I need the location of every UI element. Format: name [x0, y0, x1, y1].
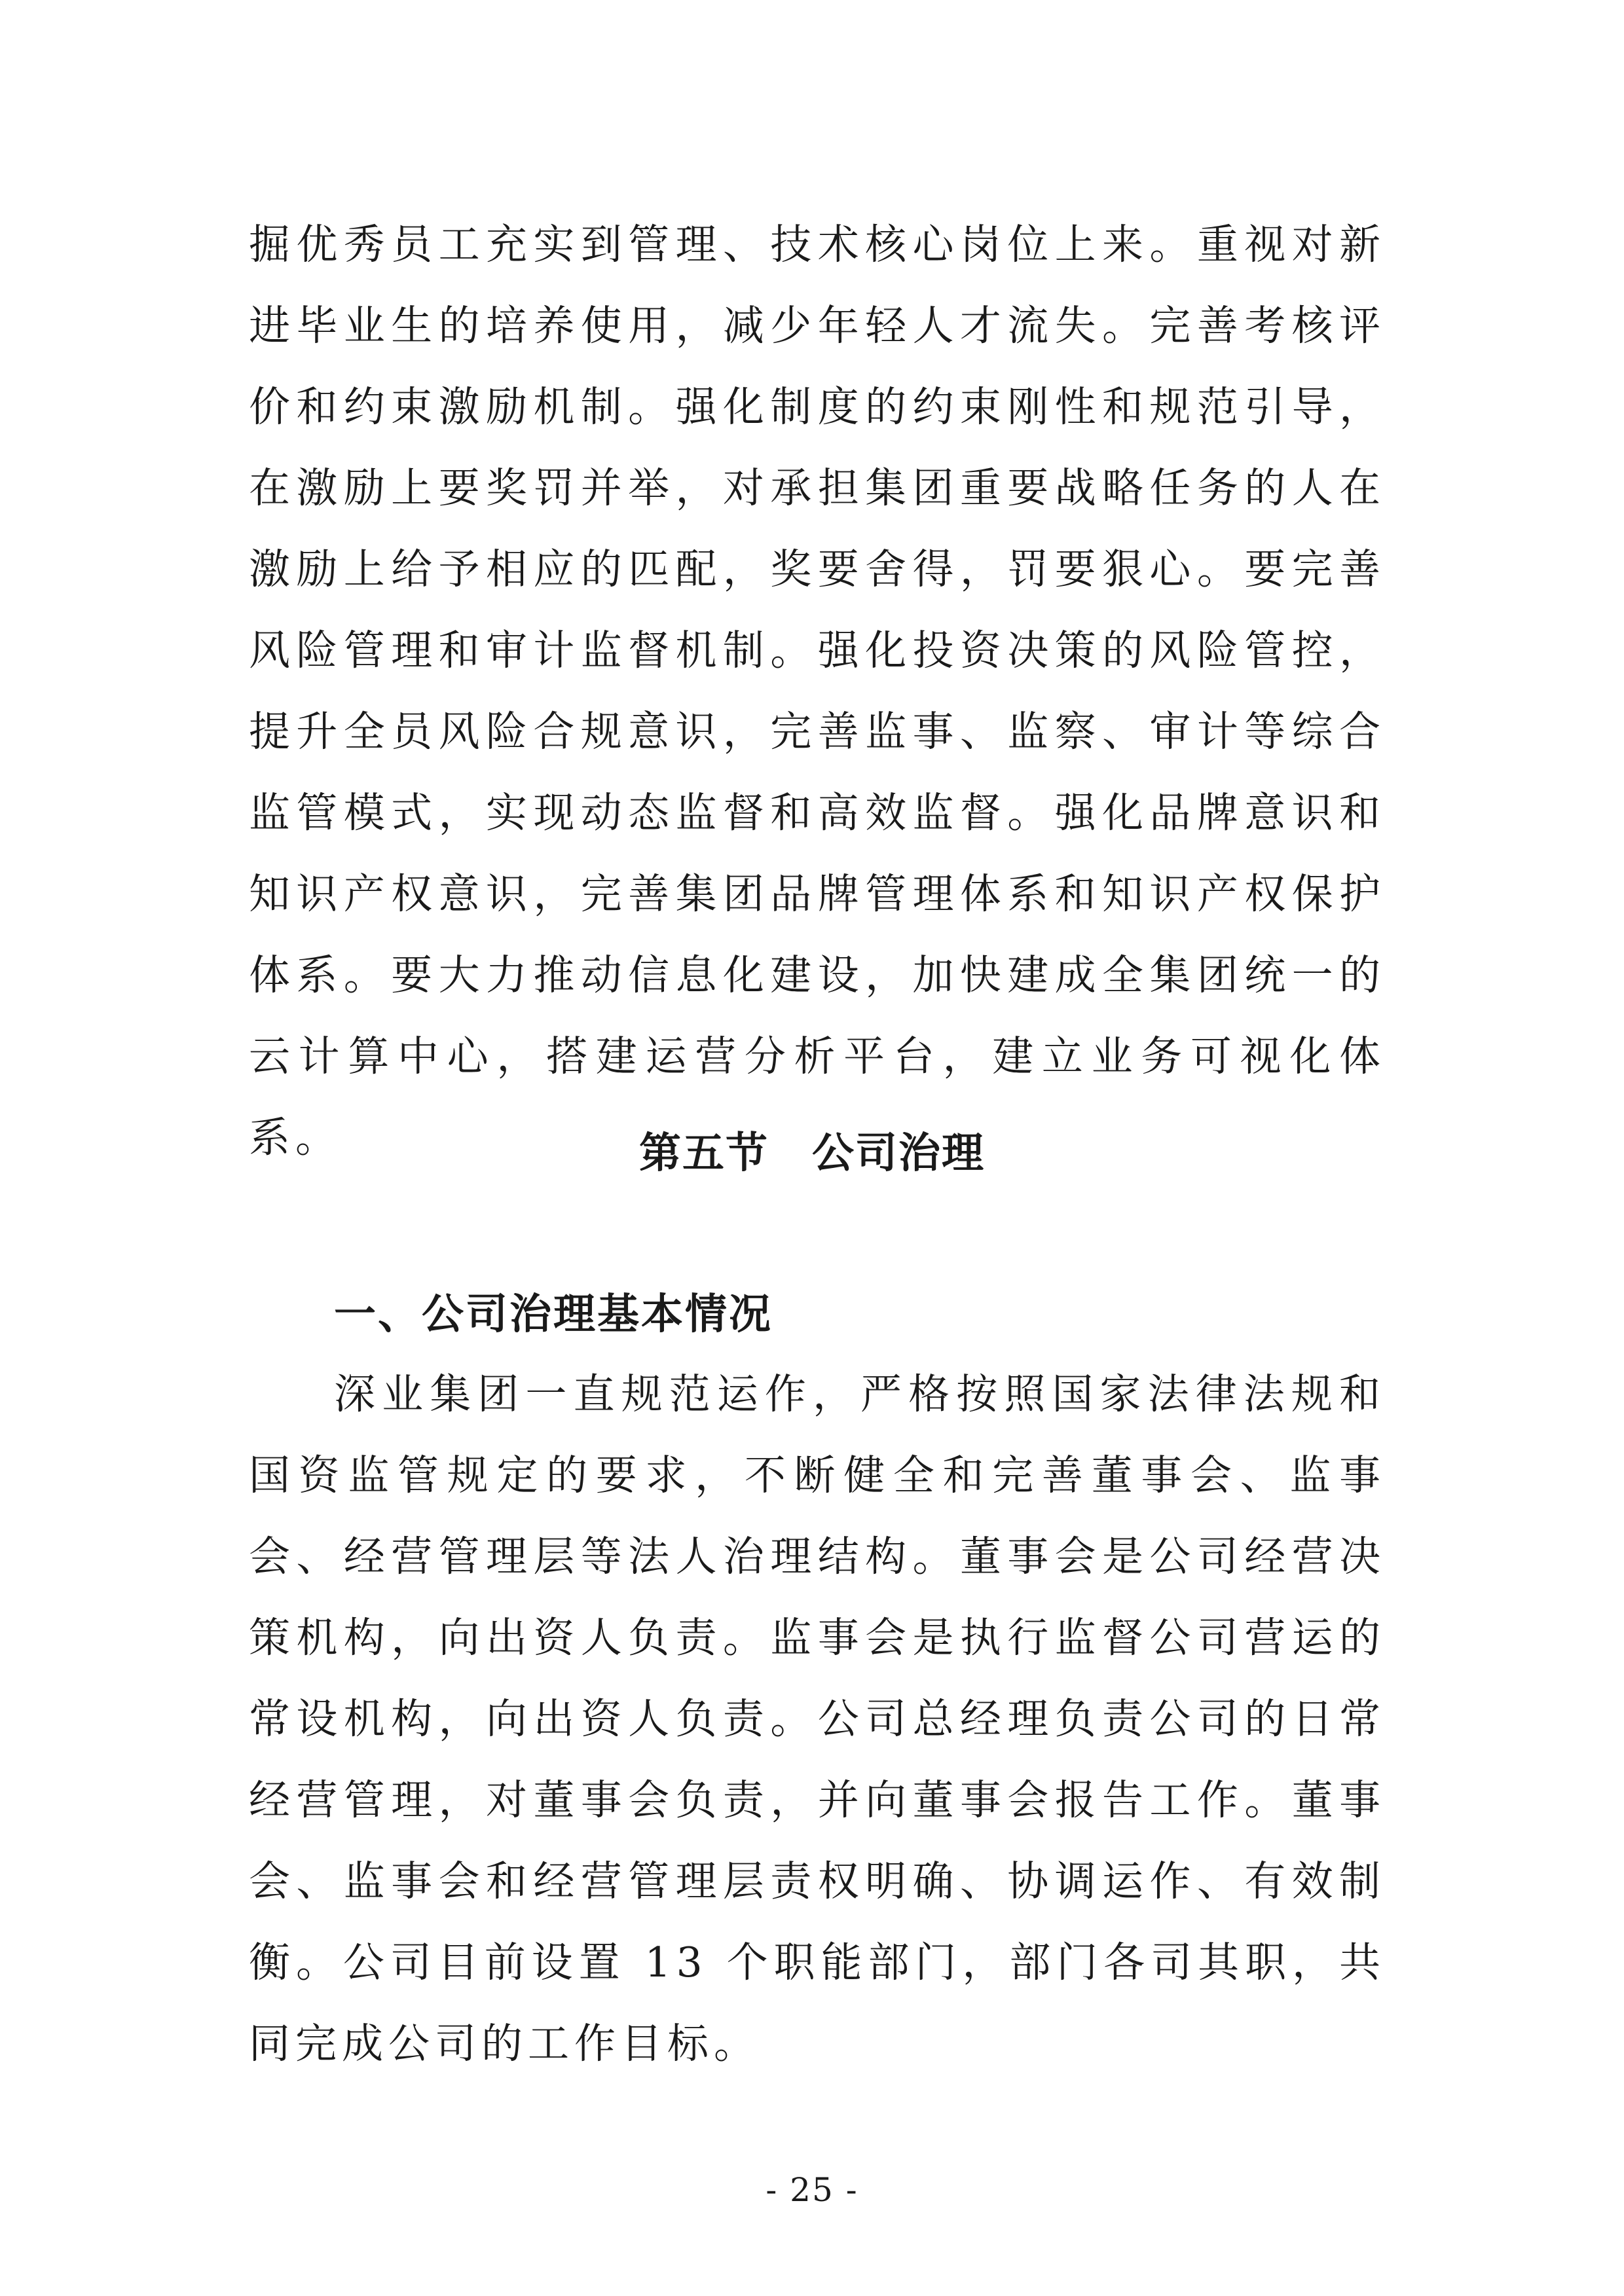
body-paragraph-governance: 深业集团一直规范运作，严格按照国家法律法规和国资监管规定的要求，不断健全和完善董事会、监事会、经营管理层等法人治理结构。董事会是公司经营决策机构，向出资人负责。监事会是执行监督公司营运的常设机构，向出资人负责。公司总经理负责公司的日常经营管理，对董事会负责，并向董事会报告工作。董事会、监事会和经营管理层责权明确、协调运作、有效制衡。公司目前设置 13 个职能部门，部门各司其职，共同完成公司的工作目标。 [249, 1370, 1386, 2068]
subheading: 一、公司治理基本情况 [334, 1290, 773, 1339]
body-paragraph-continued: 掘优秀员工充实到管理、技术核心岗位上来。重视对新进毕业生的培养使用，减少年轻人才流失。完善考核评价和约束激励机制。强化制度的约束刚性和规范引导，在激励上要奖罚并举，对承担集团重要战略任务的人在激励上给予相应的匹配，奖要舍得，罚要狠心。要完善风险管理和审计监督机制。强化投资决策的风险管控，提升全员风险合规意识，完善监事、监察、审计等综合监管模式，实现动态监督和高效监督。强化品牌意识和知识产权意识，完善集团品牌管理体系和知识产权保护体系。要大力推动信息化建设，加快建成全集团统一的云计算中心，搭建运营分析平台，建立业务可视化体系。 [249, 221, 1386, 1161]
page-number: - 25 - [766, 2171, 858, 2209]
section-title: 第五节 公司治理 [639, 1129, 985, 1178]
